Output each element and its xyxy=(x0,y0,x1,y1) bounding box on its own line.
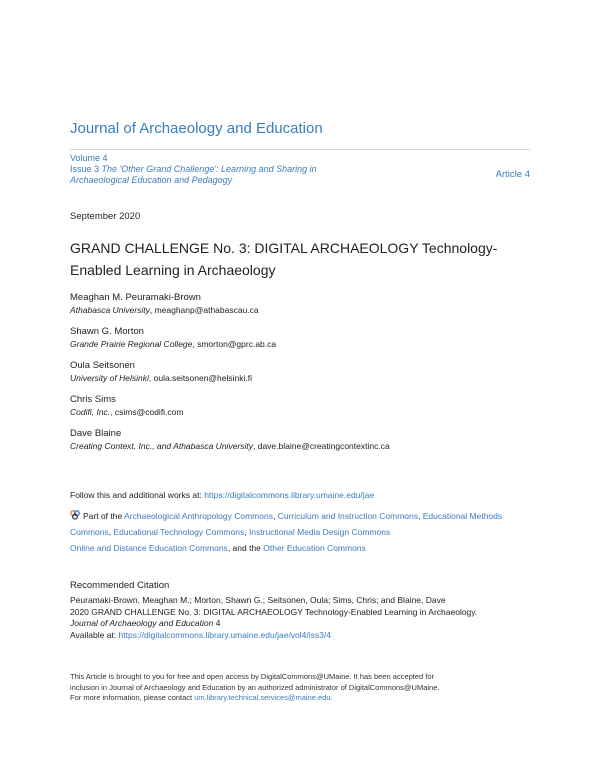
available-label: Available at: xyxy=(70,629,119,640)
footer-contact-suffix: . xyxy=(330,693,333,702)
follow-url-link[interactable]: https://digitalcommons.library.umaine.edu/jae xyxy=(204,490,375,500)
contact-email-link[interactable]: um.library.technical.services@maine.edu xyxy=(194,693,331,702)
follow-prefix: Follow this and additional works at: xyxy=(70,490,205,500)
author-email: , meaghanp@athabascau.ca xyxy=(149,305,259,315)
issue-title: The 'Other Grand Challenge': Learning and Sharing in Archaeological Education and Pedagogy xyxy=(70,164,317,185)
author-affiliation xyxy=(70,338,540,350)
commons-link-educational-methods[interactable]: Educational Methods Commons xyxy=(70,511,503,537)
recommended-citation-body xyxy=(70,595,540,641)
journal-title-link[interactable]: Journal of Archaeology and Education xyxy=(70,120,323,137)
commons-link-educational-technology[interactable]: Educational Technology Commons xyxy=(113,527,245,537)
commons-link-archaeological-anthropology[interactable]: Archaeological Anthropology Commons xyxy=(124,511,273,521)
author-affiliation xyxy=(70,440,540,452)
author-name: Dave Blaine xyxy=(70,428,122,439)
author-entry xyxy=(70,292,540,316)
author-email: , csims@codifi.com xyxy=(110,407,184,417)
commons-link-curriculum-instruction[interactable]: Curriculum and Instruction Commons xyxy=(277,511,419,521)
footer-line: inclusion in Journal of Archaeology and Education by an authorized administrator of DigitalCommons@UMaine. xyxy=(70,682,440,692)
author-institution: Athabasca University xyxy=(70,305,150,315)
volume-link[interactable]: Volume 4 xyxy=(70,153,108,163)
commons-link-online-distance-education[interactable]: Online and Distance Education Commons xyxy=(70,543,228,553)
author-institution: Creating Context, Inc., and Athabasca University xyxy=(70,441,253,451)
author-affiliation xyxy=(70,372,540,384)
author-affiliation xyxy=(70,406,540,418)
author-entry xyxy=(70,428,540,452)
follow-line xyxy=(70,490,374,500)
citation-volume: 4 xyxy=(213,618,221,628)
issue-label: Issue 3 xyxy=(70,164,100,174)
citation-journal-name: Journal of Archaeology and Education xyxy=(70,618,214,628)
recommended-citation-heading: Recommended Citation xyxy=(70,580,170,591)
author-name: Chris Sims xyxy=(70,394,116,405)
author-entry xyxy=(70,360,540,384)
author-list xyxy=(70,292,540,462)
issue-link[interactable] xyxy=(70,164,340,186)
author-entry xyxy=(70,326,540,350)
footer-contact xyxy=(70,693,540,704)
publication-date: September 2020 xyxy=(70,211,141,222)
citation-availability xyxy=(70,630,540,642)
author-email: , smorton@gprc.ab.ca xyxy=(192,339,277,349)
author-name: Shawn G. Morton xyxy=(70,326,144,337)
author-name: Oula Seitsonen xyxy=(70,360,135,371)
author-name: Meaghan M. Peuramaki-Brown xyxy=(70,292,201,303)
divider xyxy=(70,149,530,150)
open-access-icon xyxy=(70,510,80,520)
author-institution: Grande Prairie Regional College xyxy=(70,339,193,349)
article-title: GRAND CHALLENGE No. 3: DIGITAL ARCHAEOLOGY Technology-Enabled Learning in Archaeology xyxy=(70,240,498,278)
author-email: , oula.seitsonen@helsinki.fi xyxy=(148,373,253,383)
footer-notice xyxy=(70,672,540,704)
citation-title: 2020 GRAND CHALLENGE No. 3: DIGITAL ARCHAEOLOGY Technology-Enabled Learning in Archaeology. xyxy=(70,606,478,617)
citation-authors: Peuramaki-Brown, Meaghan M.; Morton, Shawn G.; Seitsonen, Oula; Sims, Chris; and Blaine, Dave xyxy=(70,595,446,605)
part-of-prefix: Part of the xyxy=(83,511,125,521)
commons-link-instructional-media-design[interactable]: Instructional Media Design Commons xyxy=(248,527,391,537)
article-number-link[interactable]: Article 4 xyxy=(495,169,530,180)
author-affiliation xyxy=(70,304,540,316)
part-of-and-the: , and the xyxy=(227,543,264,553)
author-institution: Codifi, Inc. xyxy=(70,407,111,417)
citation-journal xyxy=(70,618,540,630)
author-email: , dave.blaine@creatingcontextinc.ca xyxy=(253,441,390,451)
author-institution: University of Helsinki xyxy=(70,373,149,383)
author-entry xyxy=(70,394,540,418)
issue-info xyxy=(70,153,340,186)
commons-link-other-education[interactable]: Other Education Commons xyxy=(263,543,366,553)
footer-contact-prefix: For more information, please contact xyxy=(70,693,195,702)
citation-url-link[interactable]: https://digitalcommons.library.umaine.edu/jae/vol4/iss3/4 xyxy=(118,629,331,640)
part-of-commons: Part of the Archaeological Anthropology Commons, Curriculum and Instruction Commons, Educational Methods Commons, Educational Technology Commons, Instructional Media Design Commons Online and Distance Education Commons, and the Other Education Commons xyxy=(70,511,503,553)
footer-line: This Article is brought to you for free and open access by DigitalCommons@UMaine. It has been accepted for xyxy=(70,672,435,681)
